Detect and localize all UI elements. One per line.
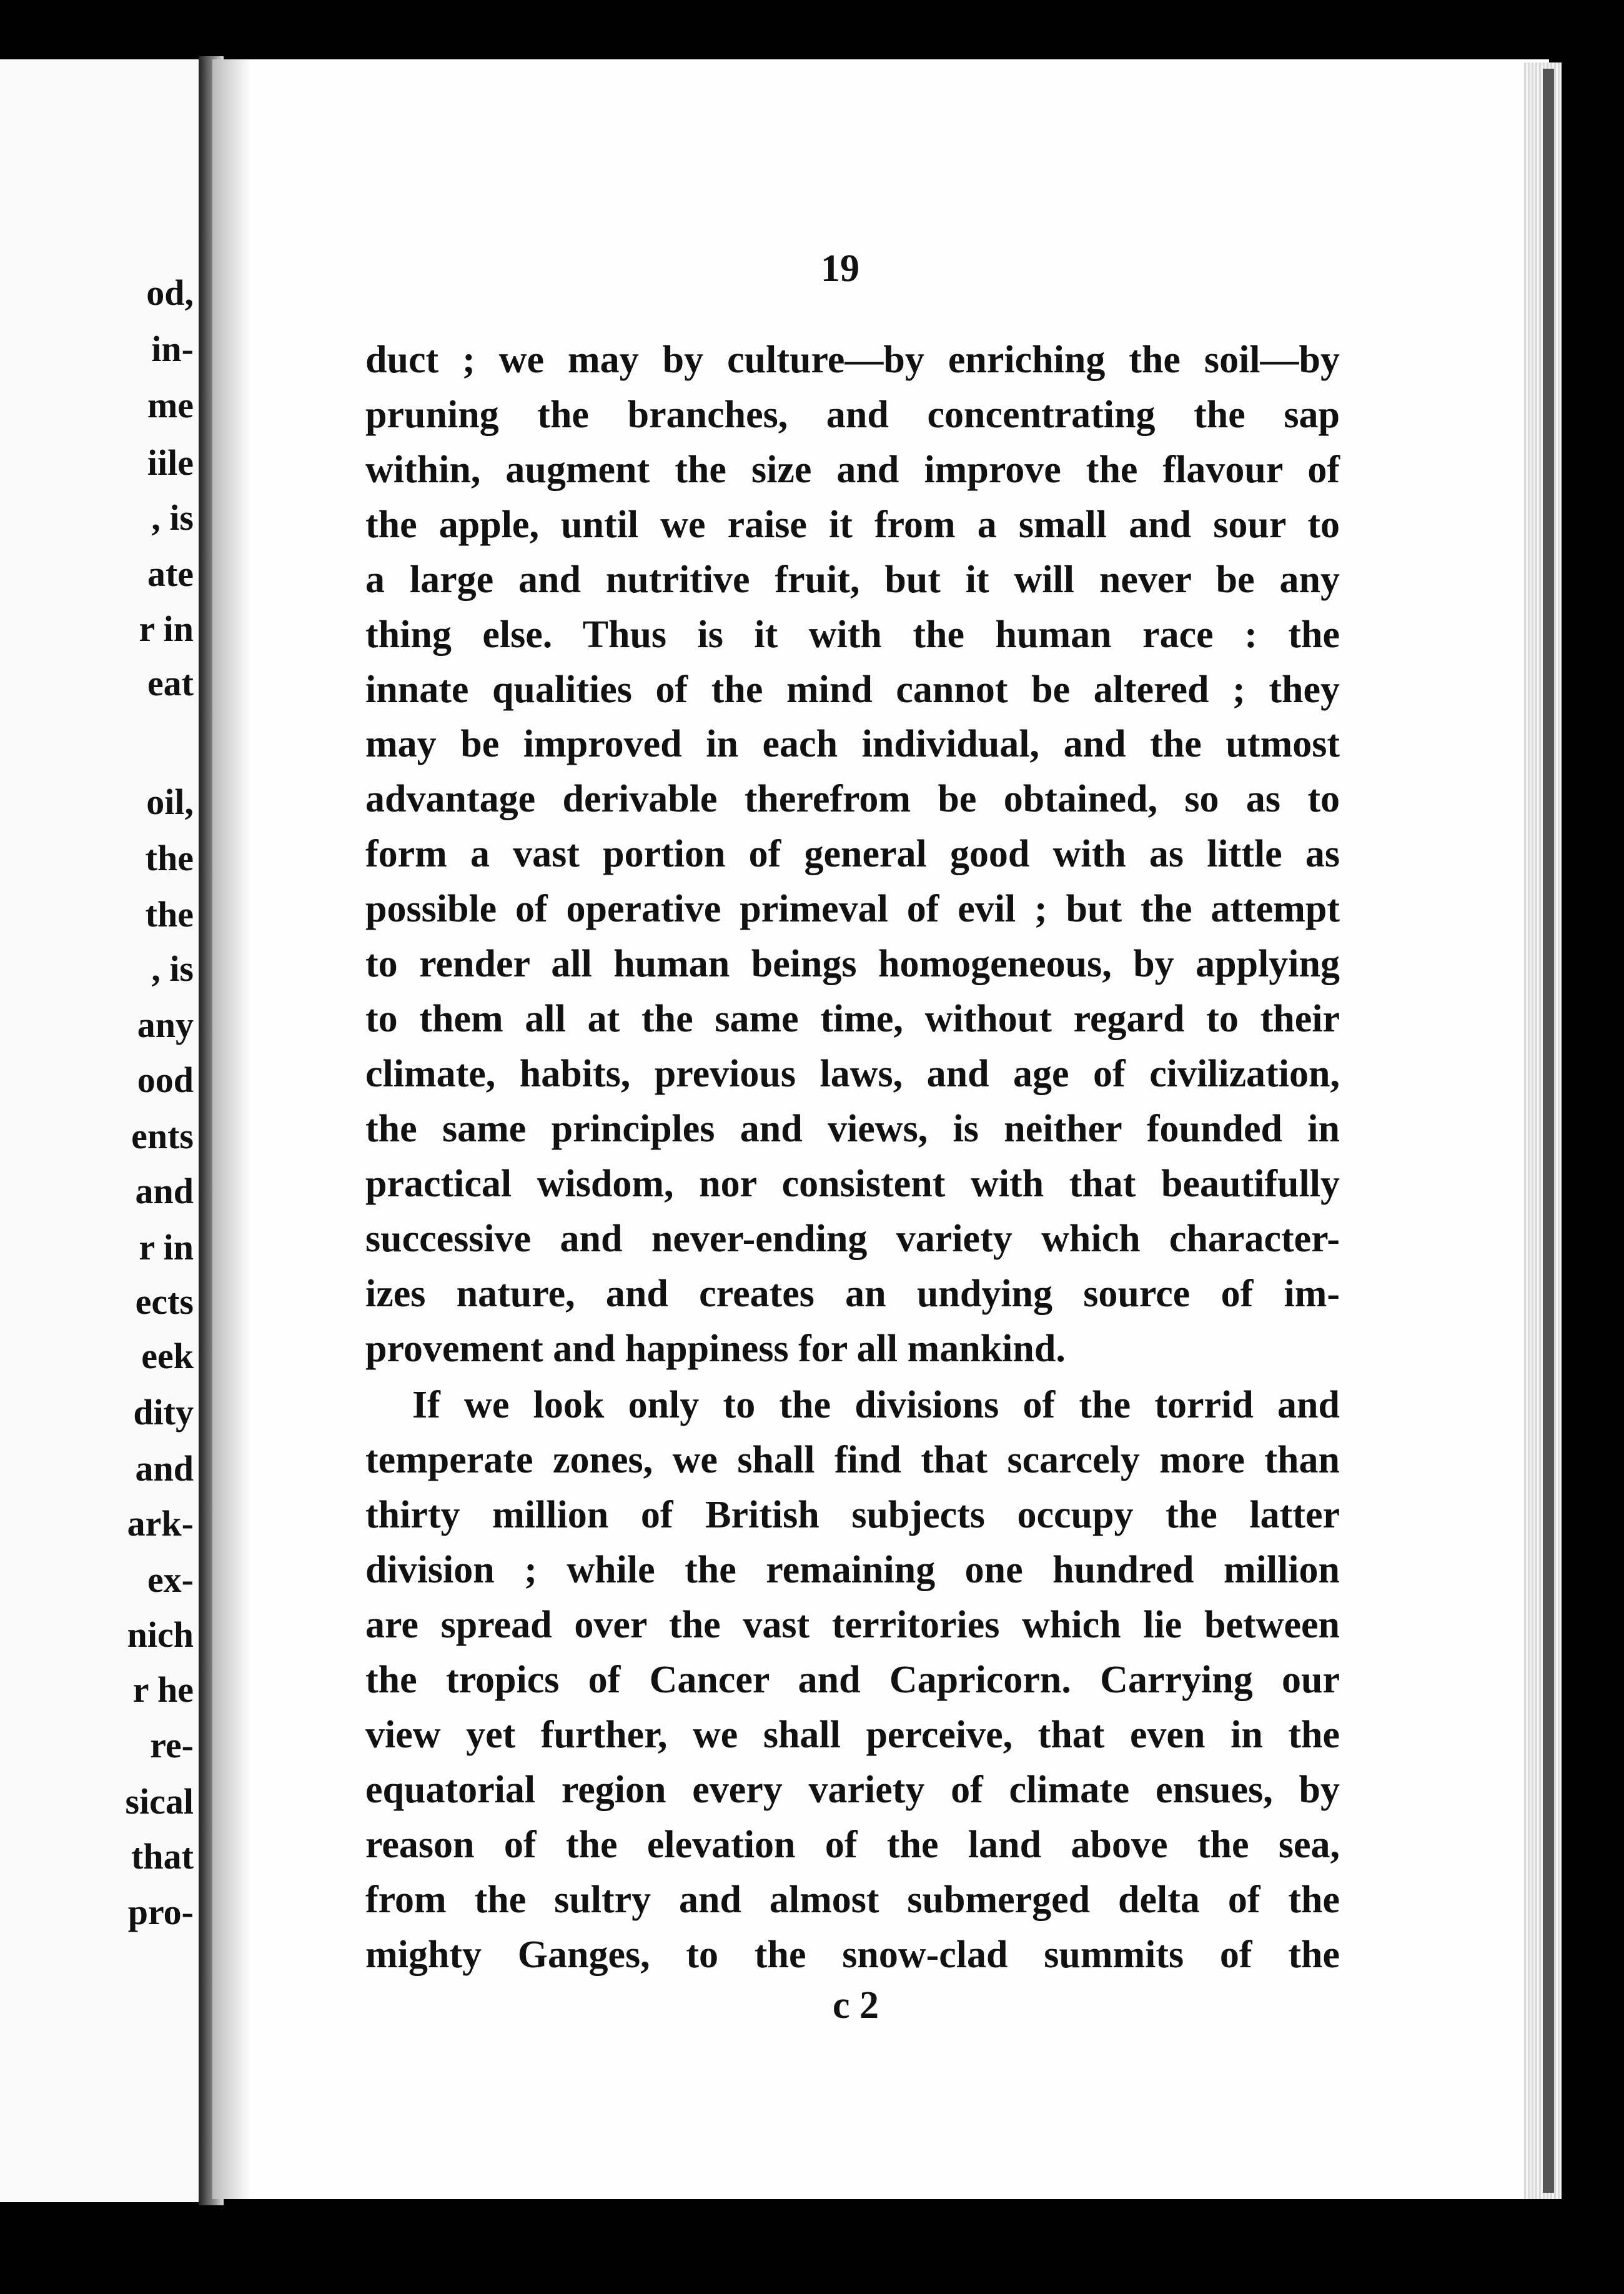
text-line: advantage derivable therefrom be obtained, so as to [365, 778, 1340, 820]
left-page-fragment: ects [135, 1281, 194, 1322]
text-line: If we look only to the divisions of the torrid and [412, 1384, 1340, 1426]
cover-edge [1543, 69, 1554, 2193]
left-page-fragment: me [147, 385, 194, 425]
left-page-fragment: and [135, 1171, 194, 1211]
text-line: form a vast portion of general good with as little as [365, 833, 1340, 875]
text-line: a large and nutritive fruit, but it will never be any [365, 559, 1340, 601]
left-page-fragment: ood [137, 1060, 194, 1100]
text-line: innate qualities of the mind cannot be altered ; they [365, 668, 1340, 711]
text-line: are spread over the vast territories which lie between [365, 1604, 1340, 1646]
left-page-fragment: sical [125, 1781, 194, 1822]
text-line: the tropics of Cancer and Capricorn. Carrying our [365, 1659, 1340, 1701]
left-page-fragment: eek [141, 1336, 194, 1376]
text-line: within, augment the size and improve the flavour of [365, 449, 1340, 491]
text-line: equatorial region every variety of climate ensues, by [365, 1769, 1340, 1811]
left-page-fragment: nich [127, 1614, 194, 1655]
left-page-fragment: ex- [147, 1559, 194, 1600]
text-line: pruning the branches, and concentrating the sap [365, 394, 1340, 436]
left-page-fragment: and [135, 1448, 194, 1489]
left-page [0, 59, 199, 2202]
left-page-fragment: ark- [127, 1503, 194, 1544]
signature-mark: c 2 [832, 1984, 879, 2027]
left-page-fragment: ate [147, 554, 194, 594]
text-line: climate, habits, previous laws, and age of civilization, [365, 1053, 1340, 1095]
text-line: thirty million of British subjects occupy the latter [365, 1494, 1340, 1536]
text-line: may be improved in each individual, and the utmost [365, 723, 1340, 765]
left-page-fragment: eat [147, 663, 194, 703]
left-page-fragment: iile [147, 442, 194, 483]
text-line: the apple, until we raise it from a small and sour to [365, 504, 1340, 546]
left-page-fragment: r in [139, 608, 194, 649]
text-line: practical wisdom, nor consistent with that beautifully [365, 1163, 1340, 1205]
text-line: from the sultry and almost submerged delta of the [365, 1879, 1340, 1921]
text-line: izes nature, and creates an undying source of im- [365, 1273, 1340, 1315]
left-page-fragment: the [145, 894, 194, 935]
left-page-fragment: , is [151, 497, 194, 538]
text-line: view yet further, we shall perceive, that even in the [365, 1714, 1340, 1756]
left-page-fragment: re- [150, 1725, 194, 1765]
text-line: temperate zones, we shall find that scarcely more than [365, 1439, 1340, 1481]
text-line: reason of the elevation of the land above the sea, [365, 1824, 1340, 1866]
left-page-fragment: oil, [146, 782, 194, 822]
left-page-fragment: ents [131, 1116, 194, 1156]
left-page-fragment: od, [146, 272, 194, 313]
text-line: to render all human beings homogeneous, by applying [365, 943, 1340, 985]
text-line: possible of operative primeval of evil ; but the attempt [365, 888, 1340, 930]
left-page-fragment: in- [151, 329, 194, 369]
text-line: thing else. Thus is it with the human race : the [365, 613, 1340, 656]
left-page-fragment: any [137, 1005, 194, 1045]
left-page-fragment: that [131, 1836, 194, 1877]
left-page-fragment: r in [139, 1227, 194, 1268]
text-line: to them all at the same time, without regard to their [365, 998, 1340, 1040]
text-line: duct ; we may by culture—by enriching the soil—by [365, 339, 1340, 381]
left-page-fragment: the [145, 838, 194, 878]
text-line: successive and never-ending variety which character- [365, 1218, 1340, 1260]
left-page-fragment: r he [132, 1669, 194, 1710]
text-line: the same principles and views, is neither founded in [365, 1108, 1340, 1150]
page-number: 19 [821, 247, 859, 290]
left-page-fragment: , is [151, 948, 194, 989]
left-page-fragment: pro- [127, 1892, 194, 1932]
page-shadow [212, 59, 250, 2199]
text-line: mighty Ganges, to the snow-clad summits of the [365, 1934, 1340, 1976]
text-line: provement and happiness for all mankind. [365, 1328, 1066, 1370]
left-page-fragment: dity [133, 1392, 194, 1433]
text-line: division ; while the remaining one hundred million [365, 1549, 1340, 1591]
